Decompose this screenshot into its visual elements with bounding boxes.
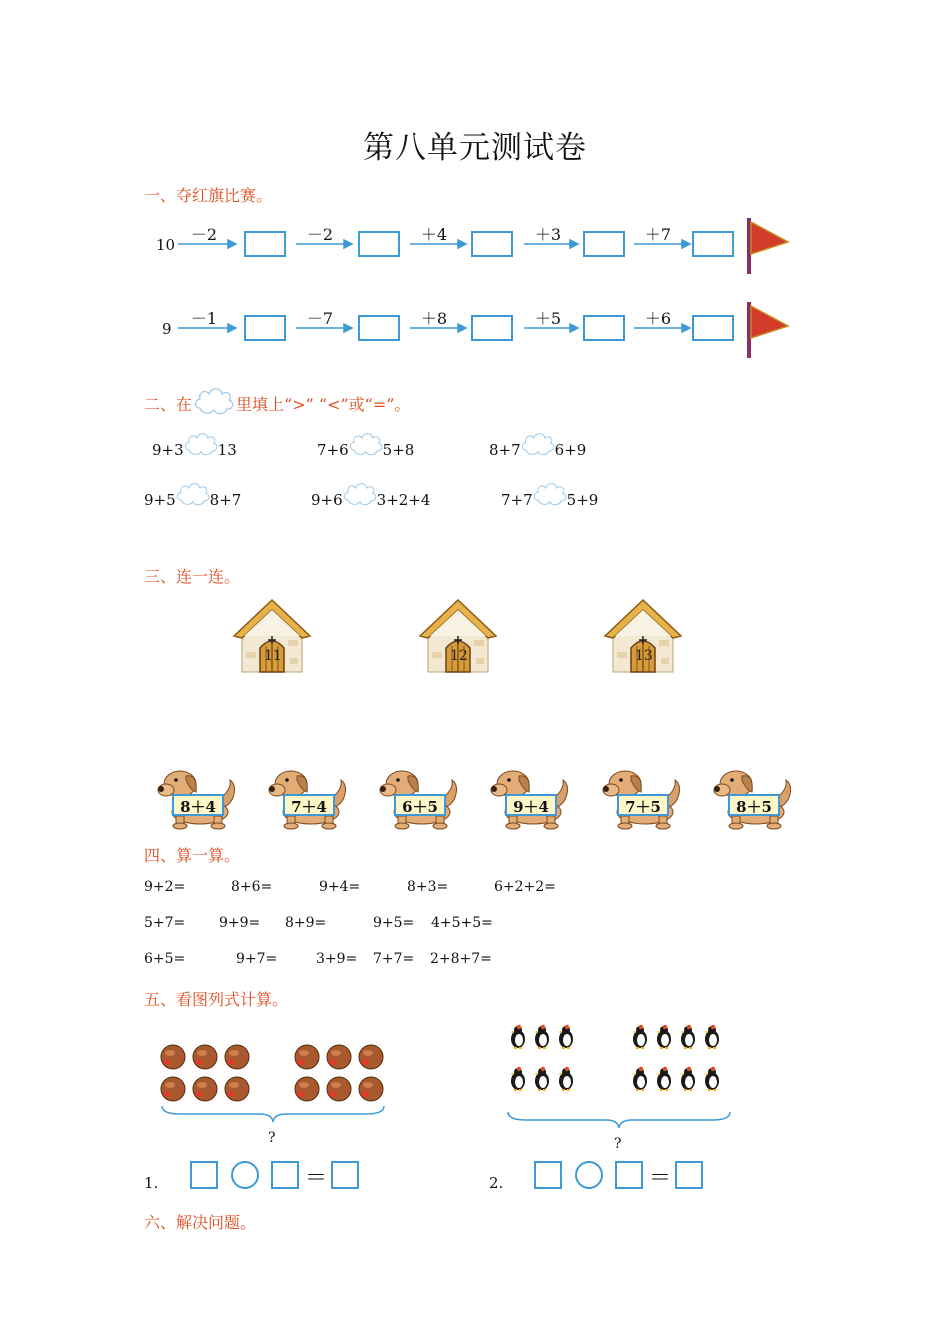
compare-left: 8+7	[489, 441, 521, 459]
chestnut-group	[158, 1042, 388, 1108]
house-number: 13	[635, 648, 653, 664]
compare-right: 5+8	[382, 441, 415, 459]
compare-item	[489, 440, 586, 459]
page-title: 第八单元测试卷	[363, 130, 587, 166]
race-op-label: ＋8	[420, 309, 448, 328]
dog-expression: 7＋4	[283, 794, 335, 816]
answer-box[interactable]	[583, 231, 625, 257]
arith-item: 9+5=	[373, 915, 415, 931]
brace-2	[506, 1110, 732, 1130]
equation-box[interactable]	[190, 1161, 218, 1189]
red-flag-icon	[744, 300, 794, 360]
answer-box[interactable]	[358, 315, 400, 341]
cloud-icon[interactable]	[533, 479, 567, 509]
race-op-label: ＋4	[420, 225, 448, 244]
cloud-icon[interactable]	[343, 479, 377, 509]
compare-left: 9+5	[144, 491, 176, 509]
chestnut-icon	[295, 1045, 319, 1069]
house-icon	[418, 596, 498, 676]
compare-right: 3+2+4	[376, 491, 431, 509]
house[interactable]	[232, 596, 312, 680]
house-icon	[232, 596, 312, 676]
equation-box[interactable]	[331, 1161, 359, 1189]
compare-item	[501, 490, 598, 509]
race-op-label: －2	[190, 225, 218, 244]
race-row-1	[0, 216, 950, 276]
cloud-icon[interactable]	[176, 479, 210, 509]
race-op-label: ＋7	[644, 225, 672, 244]
chestnut-icon	[225, 1077, 249, 1101]
cloud-icon[interactable]	[521, 429, 555, 459]
race-start-number: 9	[162, 320, 172, 338]
dog[interactable]	[156, 768, 240, 834]
arith-item: 6+2+2=	[494, 879, 556, 895]
operator-circle[interactable]	[231, 1161, 259, 1189]
brace-1	[160, 1104, 386, 1124]
question-mark: ?	[614, 1136, 622, 1152]
answer-box[interactable]	[471, 231, 513, 257]
compare-left: 9+3	[152, 441, 184, 459]
chestnut-icon	[359, 1045, 383, 1069]
answer-box[interactable]	[471, 315, 513, 341]
compare-right: 5+9	[566, 491, 599, 509]
dog[interactable]	[712, 768, 796, 834]
cloud-icon[interactable]	[349, 429, 383, 459]
chestnut-icon	[359, 1077, 383, 1101]
problem-number: 1.	[144, 1174, 159, 1192]
equation-box[interactable]	[675, 1161, 703, 1189]
arith-item: 8+3=	[407, 879, 449, 895]
section-2-prefix: 二、在	[144, 395, 193, 414]
arith-item: 9+9=	[219, 915, 261, 931]
operator-circle[interactable]	[575, 1161, 603, 1189]
dog[interactable]	[601, 768, 685, 834]
race-op-label: －1	[190, 309, 218, 328]
house-number: 11	[264, 648, 282, 664]
compare-item	[144, 490, 241, 509]
compare-left: 9+6	[311, 491, 343, 509]
dog-expression: 6＋5	[394, 794, 446, 816]
chestnut-icon	[225, 1045, 249, 1069]
compare-item	[311, 490, 430, 509]
dog-expression: 8＋4	[172, 794, 224, 816]
race-row-2	[0, 300, 950, 360]
section-5-heading: 五、看图列式计算。	[144, 990, 289, 1009]
chestnut-icon	[327, 1077, 351, 1101]
race-op-label: ＋6	[644, 309, 672, 328]
section-1-heading: 一、夺红旗比赛。	[144, 186, 273, 205]
house[interactable]	[418, 596, 498, 680]
equals-sign: ＝	[305, 1166, 328, 1191]
chestnut-icon	[295, 1077, 319, 1101]
equals-sign: ＝	[649, 1166, 672, 1191]
arith-item: 6+5=	[144, 951, 186, 967]
race-start-number: 10	[156, 236, 176, 254]
chestnut-icon	[193, 1045, 217, 1069]
section-4-heading: 四、算一算。	[144, 846, 241, 865]
dog[interactable]	[378, 768, 462, 834]
chestnut-icon	[327, 1045, 351, 1069]
arith-item: 2+8+7=	[430, 951, 492, 967]
arith-item: 5+7=	[144, 915, 186, 931]
race-op-label: ＋3	[534, 225, 562, 244]
answer-box[interactable]	[692, 231, 734, 257]
chestnut-icon	[161, 1077, 185, 1101]
answer-box[interactable]	[244, 315, 286, 341]
penguin-group	[504, 1020, 734, 1106]
arith-item: 4+5+5=	[431, 915, 493, 931]
question-mark: ?	[268, 1130, 276, 1146]
arith-item: 8+6=	[231, 879, 273, 895]
race-op-label: ＋5	[534, 309, 562, 328]
dog-expression: 8＋5	[728, 794, 780, 816]
cloud-icon[interactable]	[184, 429, 218, 459]
problem-number: 2.	[489, 1174, 504, 1192]
chestnut-icon	[193, 1077, 217, 1101]
arith-item: 3+9=	[316, 951, 358, 967]
equation-box[interactable]	[534, 1161, 562, 1189]
dog[interactable]	[267, 768, 351, 834]
arith-item: 9+4=	[319, 879, 361, 895]
arith-item: 9+7=	[236, 951, 278, 967]
compare-left: 7+6	[317, 441, 349, 459]
chestnut-icon	[161, 1045, 185, 1069]
compare-item	[317, 440, 414, 459]
answer-box[interactable]	[244, 231, 286, 257]
red-flag-icon	[744, 216, 794, 276]
dog-expression: 7＋5	[617, 794, 669, 816]
section-6-heading: 六、解决问题。	[144, 1213, 257, 1232]
compare-item	[152, 440, 237, 459]
arith-item: 7+7=	[373, 951, 415, 967]
arith-item: 8+9=	[285, 915, 327, 931]
cloud-icon	[194, 386, 234, 416]
race-op-label: －7	[306, 309, 334, 328]
compare-left: 7+7	[501, 491, 533, 509]
equation-box[interactable]	[271, 1161, 299, 1189]
race-op-label: －2	[306, 225, 334, 244]
answer-box[interactable]	[583, 315, 625, 341]
dog-expression: 9＋4	[505, 794, 557, 816]
equation-box[interactable]	[615, 1161, 643, 1189]
section-2-heading	[144, 392, 410, 416]
section-2-suffix: 里填上“>” “<”或“=”。	[236, 395, 411, 414]
dog[interactable]	[489, 768, 573, 834]
compare-right: 8+7	[209, 491, 242, 509]
compare-right: 13	[217, 441, 237, 459]
house-icon	[603, 596, 683, 676]
house[interactable]	[603, 596, 683, 680]
compare-right: 6+9	[554, 441, 587, 459]
arith-item: 9+2=	[144, 879, 186, 895]
answer-box[interactable]	[692, 315, 734, 341]
section-3-heading: 三、连一连。	[144, 567, 241, 586]
house-number: 12	[450, 648, 468, 664]
answer-box[interactable]	[358, 231, 400, 257]
